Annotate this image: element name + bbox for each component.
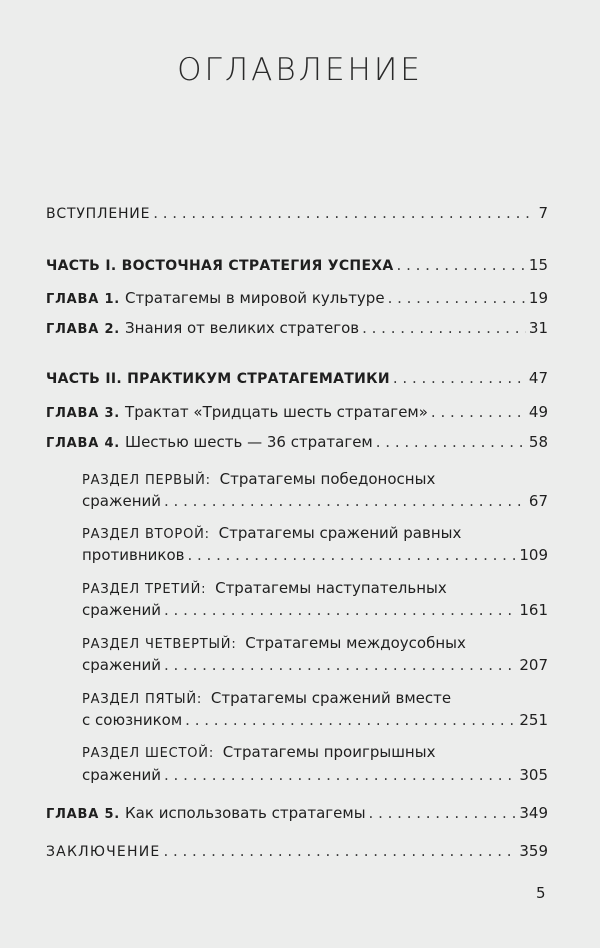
leader-dots xyxy=(388,288,526,308)
toc-label: Стратагемы наступательных xyxy=(215,579,447,597)
page-folio-number: 5 xyxy=(536,884,546,902)
toc-label: Как использовать стратагемы xyxy=(125,804,366,822)
toc-section-2-line1 xyxy=(82,523,548,545)
leader-dots xyxy=(187,545,516,565)
toc-entry-ch2 xyxy=(46,318,548,340)
toc-label: Стратагемы сражений вместе xyxy=(210,689,452,707)
leader-dots xyxy=(376,432,526,452)
toc-entry-part2 xyxy=(46,368,548,389)
toc-entry-outro xyxy=(46,841,548,862)
leader-dots xyxy=(397,255,526,275)
toc-entry-ch4 xyxy=(46,432,548,454)
toc-label: Стратагемы победоносных xyxy=(219,470,436,488)
toc-entry-ch1 xyxy=(46,288,548,310)
toc-section-prefix: РАЗДЕЛ ЧЕТВЕРТЫЙ: xyxy=(82,637,237,652)
toc-label: Трактат «Тридцать шесть стратагем» xyxy=(125,403,428,421)
leader-dots xyxy=(164,600,516,620)
toc-entry-part1 xyxy=(46,255,548,276)
toc-label: с союзником xyxy=(82,711,183,729)
toc-chapter-prefix: ГЛАВА 1. xyxy=(46,292,121,307)
toc-page-number: 58 xyxy=(528,433,548,451)
toc-label: Знания от великих стратегов xyxy=(125,319,360,337)
toc-section-3-line1 xyxy=(82,578,548,600)
toc-label: сражений xyxy=(82,492,162,510)
leader-dots xyxy=(185,710,516,730)
page-title: ОГЛАВЛЕНИЕ xyxy=(177,52,423,88)
leader-dots xyxy=(369,803,517,823)
toc-label: противников xyxy=(82,546,185,564)
toc-section-1-line1 xyxy=(82,469,548,491)
toc-page-number: 161 xyxy=(519,601,548,619)
toc-label: ЗАКЛЮЧЕНИЕ xyxy=(46,844,161,860)
leader-dots xyxy=(393,368,526,388)
toc-page-number: 207 xyxy=(519,656,548,674)
toc-page-number: 7 xyxy=(538,204,548,222)
toc-section-5-line2 xyxy=(82,710,548,730)
leader-dots xyxy=(164,765,516,785)
toc-section-4-line2 xyxy=(82,655,548,675)
leader-dots xyxy=(431,402,526,422)
toc-page-number: 359 xyxy=(519,842,548,860)
leader-dots xyxy=(164,655,516,675)
toc-chapter-prefix: ГЛАВА 2. xyxy=(46,322,121,337)
toc-label: Стратагемы в мировой культуре xyxy=(125,289,385,307)
toc-label: ЧАСТЬ I. ВОСТОЧНАЯ СТРАТЕГИЯ УСПЕХА xyxy=(46,258,394,274)
toc-section-5-line1 xyxy=(82,688,548,710)
toc-page-number: 15 xyxy=(528,256,548,274)
toc-label: ЧАСТЬ II. ПРАКТИКУМ СТРАТАГЕМАТИКИ xyxy=(46,371,390,387)
toc-section-prefix: РАЗДЕЛ ПЕРВЫЙ: xyxy=(82,473,211,488)
toc-section-6-line1 xyxy=(82,742,548,764)
toc-page-number: 67 xyxy=(528,492,548,510)
toc-label: сражений xyxy=(82,656,162,674)
toc-section-prefix: РАЗДЕЛ ПЯТЫЙ: xyxy=(82,692,203,707)
toc-entry-intro xyxy=(46,203,548,224)
toc-label: ВСТУПЛЕНИЕ xyxy=(46,206,151,222)
toc-label: сражений xyxy=(82,601,162,619)
toc-page-number: 49 xyxy=(528,403,548,421)
toc-label: Стратагемы проигрышных xyxy=(222,743,436,761)
toc-section-1-line2 xyxy=(82,491,548,511)
toc-chapter-prefix: ГЛАВА 4. xyxy=(46,436,121,451)
toc-page-number: 47 xyxy=(528,369,548,387)
toc-chapter-prefix: ГЛАВА 5. xyxy=(46,807,121,822)
toc-entry-ch3 xyxy=(46,402,548,424)
toc-section-6-line2 xyxy=(82,765,548,785)
toc-section-2-line2 xyxy=(82,545,548,565)
toc-page-number: 305 xyxy=(519,766,548,784)
leader-dots xyxy=(153,203,535,223)
toc-section-prefix: РАЗДЕЛ ТРЕТИЙ: xyxy=(82,582,207,597)
toc-section-prefix: РАЗДЕЛ ВТОРОЙ: xyxy=(82,527,210,542)
leader-dots xyxy=(362,318,526,338)
toc-page-number: 109 xyxy=(519,546,548,564)
toc-label: Стратагемы сражений равных xyxy=(218,524,462,542)
leader-dots xyxy=(164,491,526,511)
leader-dots xyxy=(163,841,516,861)
toc-section-4-line1 xyxy=(82,633,548,655)
toc-chapter-prefix: ГЛАВА 3. xyxy=(46,406,121,421)
toc-page-number: 251 xyxy=(519,711,548,729)
toc-section-3-line2 xyxy=(82,600,548,620)
toc-page-number: 31 xyxy=(528,319,548,337)
toc-label: сражений xyxy=(82,766,162,784)
toc-page-number: 19 xyxy=(528,289,548,307)
toc-section-prefix: РАЗДЕЛ ШЕСТОЙ: xyxy=(82,746,215,761)
toc-entry-ch5 xyxy=(46,803,548,825)
toc-label: Шестью шесть — 36 стратагем xyxy=(125,433,373,451)
toc-page-number: 349 xyxy=(519,804,548,822)
toc-label: Стратагемы междоусобных xyxy=(245,634,466,652)
